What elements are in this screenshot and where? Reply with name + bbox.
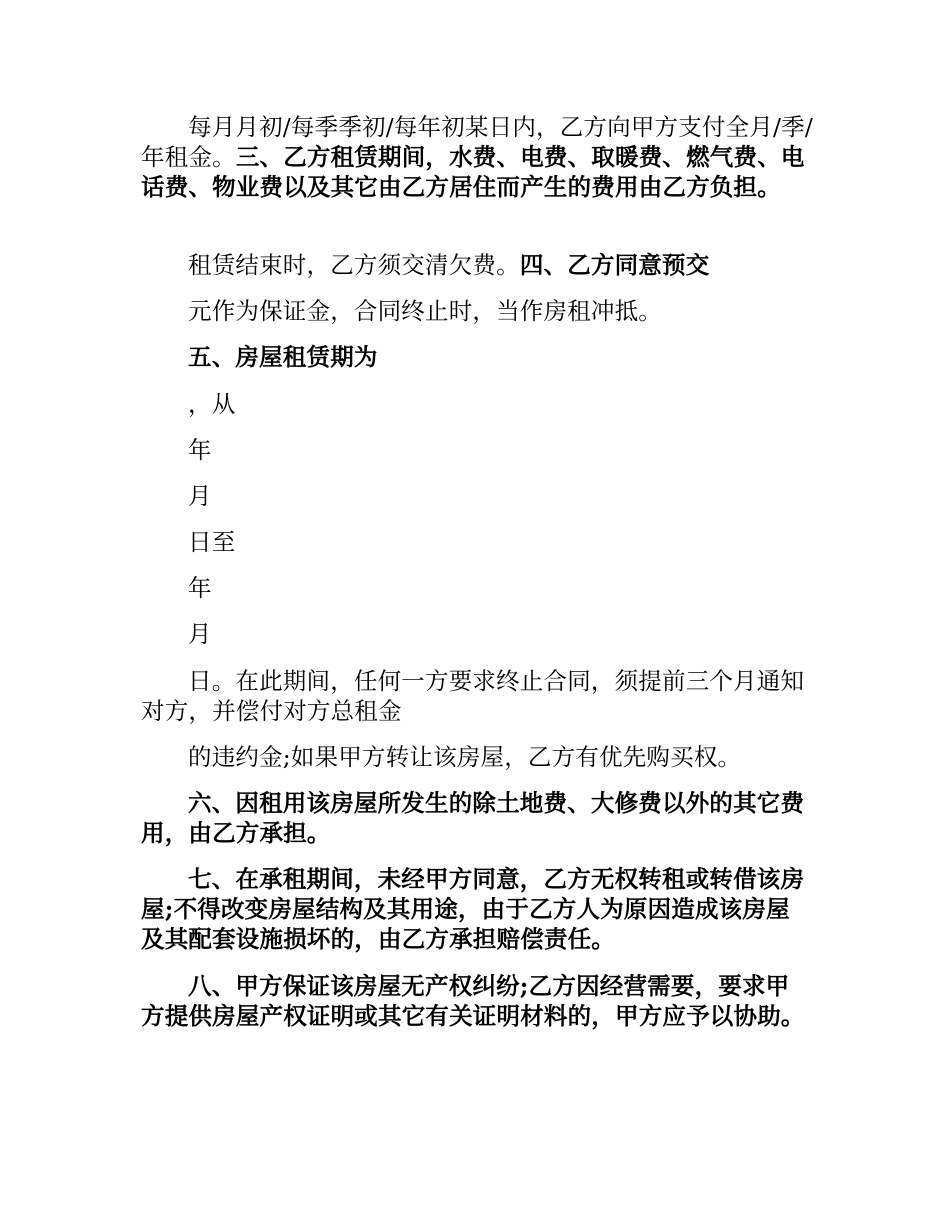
term-end-year: 年: [188, 574, 212, 602]
clause-three-utilities: 三、乙方租赁期间，水费、电费、取暖费、燃气费、电话费、物业费以及其它由乙方居住而产生的费用由乙方负担。: [141, 143, 805, 201]
term-start-month: 月: [188, 482, 212, 510]
clause-eight-ownership: 八、甲方保证该房屋无产权纠纷;乙方因经营需要，要求甲方提供房屋产权证明或其它有关证明材料的，甲方应予以协助。: [141, 972, 805, 1030]
term-start-day: 日至: [188, 528, 236, 556]
rent-payment-text: 每月月初/每季季初/每年初某日内，乙方向甲方支付全月/季/年租金。: [141, 113, 813, 171]
term-end-month: 月: [188, 620, 212, 648]
paragraph-settlement: [141, 250, 813, 280]
clause-five-term: 五、房屋租赁期为: [188, 343, 378, 371]
clause-seven-sublease: 七、在承租期间，未经甲方同意，乙方无权转租或转借该房屋;不得改变房屋结构及其用途，由于乙方人为原因造成该房屋及其配套设施损坏的，由乙方承担赔偿责任。: [141, 865, 805, 953]
paragraph-rent-payment: [141, 112, 813, 202]
term-from: ，从: [188, 390, 236, 418]
settlement-text: 租赁结束时，乙方须交清欠费。: [188, 251, 520, 279]
clause-four-deposit: 四、乙方同意预交: [519, 251, 710, 279]
clause-six-expenses: 六、因租用该房屋所发生的除土地费、大修费以外的其它费用，由乙方承担。: [141, 789, 805, 847]
paragraph-deposit-use: 元作为保证金，合同终止时，当作房租冲抵。: [188, 297, 662, 325]
term-start-year: 年: [188, 436, 212, 464]
paragraph-termination: 日。在此期间，任何一方要求终止合同，须提前三个月通知对方，并偿付对方总租金: [141, 667, 805, 725]
paragraph-penalty: 的违约金;如果甲方转让该房屋，乙方有优先购买权。: [188, 743, 742, 771]
